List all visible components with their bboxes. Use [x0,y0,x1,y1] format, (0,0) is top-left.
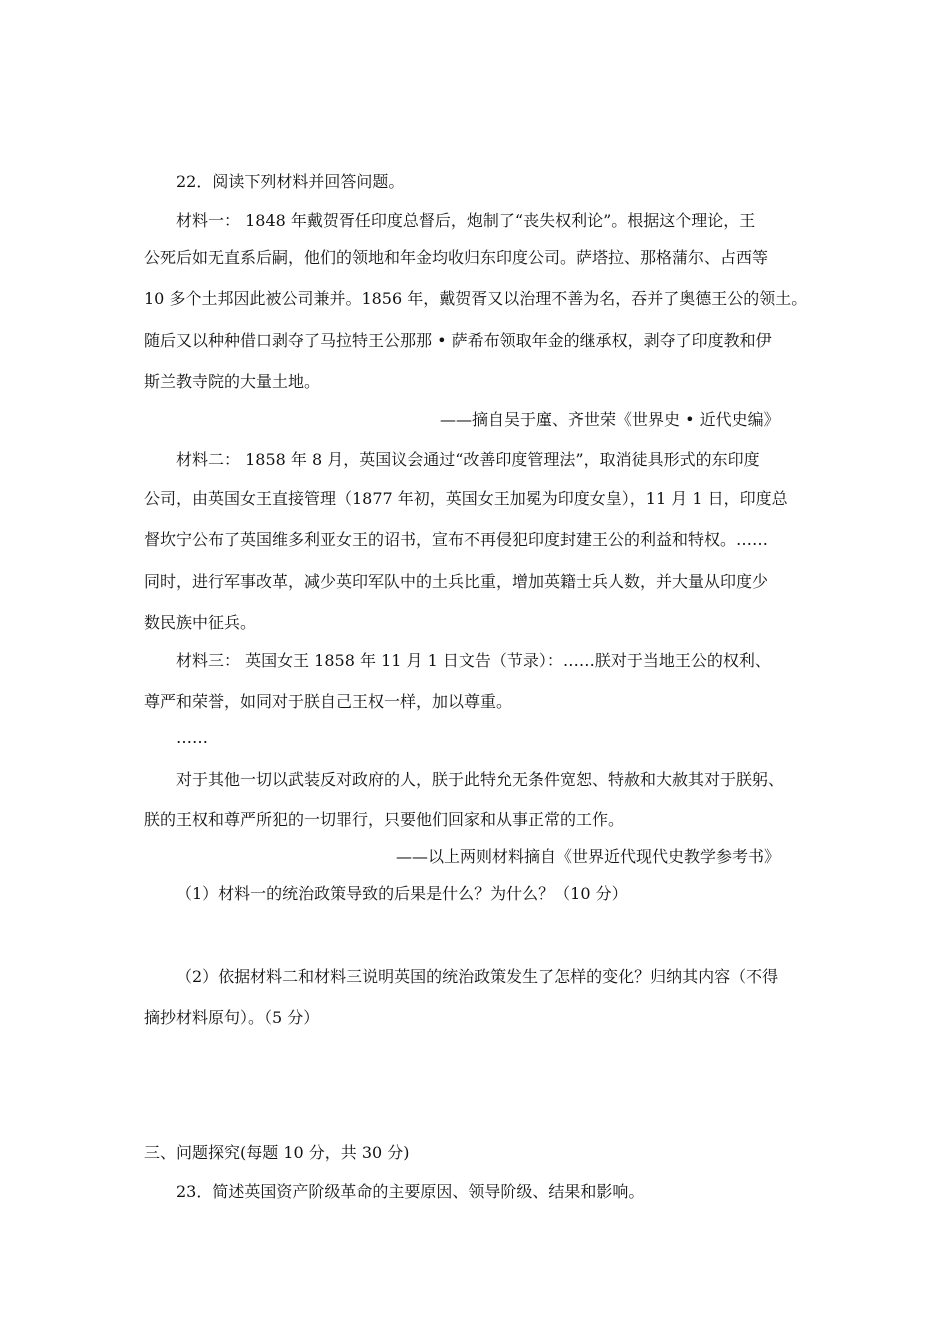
materials-2-3-source: ——以上两则材料摘自《世界近代现代史教学参考书》 [396,847,781,866]
material-1-line: 斯兰教寺院的大量土地。 [144,372,321,391]
material-2-line: 公司，由英国女王直接管理（1877 年初，英国女王加冕为印度女皇），11 月 1 日，印度总 [144,489,788,508]
question-23: 23．简述英国资产阶级革命的主要原因、领导阶级、结果和影响。 [176,1182,645,1201]
material-3-ellipsis: …… [176,728,208,747]
sub-question-2-line: 摘抄材料原句）。（5 分） [144,1008,320,1027]
material-3-line: 对于其他一切以武装反对政府的人，朕于此特允无条件宽恕、特赦和大赦其对于朕躬、 [176,770,785,789]
material-2-line: 数民族中征兵。 [144,613,257,632]
material-1-line: 公死后如无直系后嗣，他们的领地和年金均收归东印度公司。萨塔拉、那格蒲尔、占西等 [144,248,769,267]
material-1-line: 10 多个土邦因此被公司兼并。1856 年，戴贺胥又以治理不善为名，吞并了奥德王公的领土。 [144,289,808,308]
question-22-heading: 22．阅读下列材料并回答问题。 [176,172,405,191]
material-3-line: 尊严和荣誉，如同对于朕自己王权一样，加以尊重。 [144,692,513,711]
material-2-line: 督坎宁公布了英国维多利亚女王的诏书，宣布不再侵犯印度封建王公的利益和特权。…… [144,530,769,549]
material-3-line: 朕的王权和尊严所犯的一切罪行，只要他们回家和从事正常的工作。 [144,810,625,829]
material-2-line: 同时，进行军事改革，减少英印军队中的土兵比重，增加英籍士兵人数，并大量从印度少 [144,572,769,591]
sub-question-1: （1）材料一的统治政策导致的后果是什么？为什么？（10 分） [176,884,628,903]
sub-question-2-line: （2）依据材料二和材料三说明英国的统治政策发生了怎样的变化？归纳其内容（不得 [176,967,779,986]
material-2-line: 材料二： 1858 年 8 月，英国议会通过“改善印度管理法”，取消徒具形式的东印度 [176,450,760,469]
material-1-line: 材料一： 1848 年戴贺胥任印度总督后，炮制了“丧失权利论”。根据这个理论，王 [176,211,756,230]
section-3-heading: 三、问题探究(每题 10 分，共 30 分) [144,1143,410,1162]
material-1-source: ——摘自吴于廑、齐世荣《世界史 • 近代史编》 [440,410,780,429]
material-1-line: 随后又以种种借口剥夺了马拉特王公那那 • 萨希布领取年金的继承权，剥夺了印度教和伊 [144,331,772,350]
material-3-line: 材料三： 英国女王 1858 年 11 月 1 日文告（节录）：……朕对于当地王公的权利、 [176,651,771,670]
